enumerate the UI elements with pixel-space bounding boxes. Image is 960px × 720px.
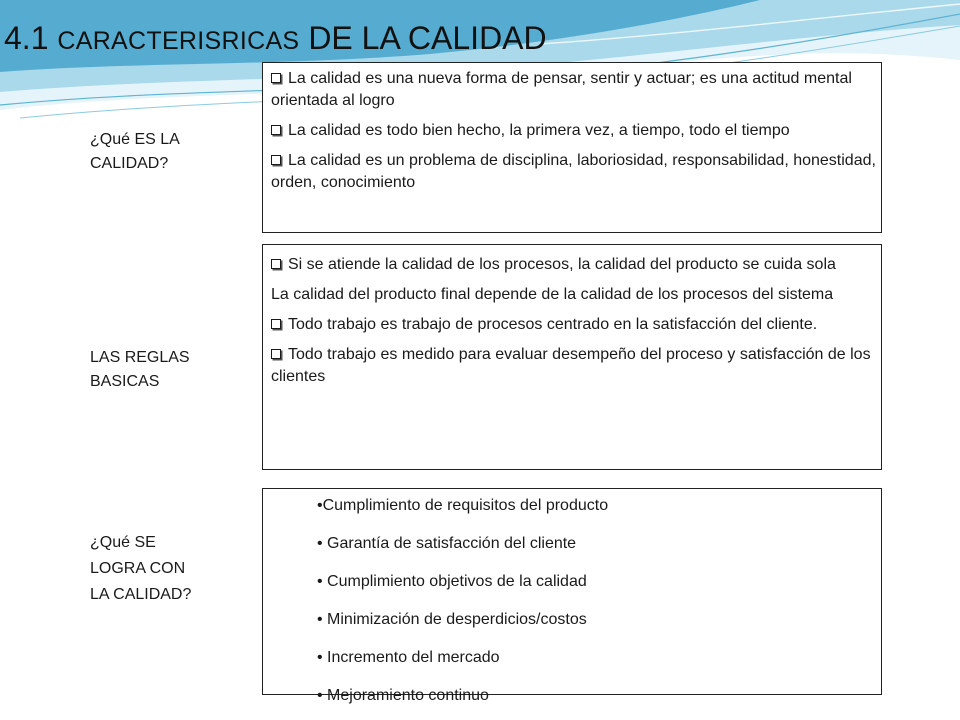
checkbox-bullet-icon xyxy=(271,155,281,165)
list-item: • Cumplimiento objetivos de la calidad xyxy=(317,573,587,590)
list-item: Todo trabajo es trabajo de procesos centrado en la satisfacción del cliente. xyxy=(263,314,881,336)
list-item: • Minimización de desperdicios/costos xyxy=(317,611,587,628)
checkbox-bullet-icon xyxy=(271,73,281,83)
row-label-line: LA CALIDAD? xyxy=(90,586,192,603)
row-label-las-reglas-basicas xyxy=(90,346,250,394)
checkbox-bullet-icon xyxy=(271,259,281,269)
checkbox-bullet-icon xyxy=(271,319,281,329)
row-label-line: ¿Qué ES LA xyxy=(90,131,180,148)
definitions-box xyxy=(262,62,882,233)
list-item: Si se atiende la calidad de los procesos, la calidad del producto se cuida sola xyxy=(263,254,881,276)
basic-rules-box xyxy=(262,244,882,470)
row-label-que-es-la-calidad xyxy=(90,128,250,176)
row-label-line: LAS REGLAS xyxy=(90,349,190,366)
list-item: La calidad es una nueva forma de pensar, sentir y actuar; es una actitud mental orientada al logro xyxy=(271,70,852,109)
achievements-box xyxy=(262,488,882,704)
list-item: La calidad es un problema de disciplina, laboriosidad, responsabilidad, honestidad, orden, conocimiento xyxy=(271,152,876,191)
list-item: • Incremento del mercado xyxy=(317,649,500,666)
list-item: • Garantía de satisfacción del cliente xyxy=(317,535,577,552)
slide-title: 4.1 CARACTERISRICAS DE LA CALIDAD xyxy=(4,20,547,56)
row-label-line: BASICAS xyxy=(90,373,160,390)
list-item: La calidad es todo bien hecho, la primera vez, a tiempo, todo el tiempo xyxy=(263,120,881,142)
list-item: • Mejoramiento continuo xyxy=(317,687,489,704)
list-item: La calidad del producto final depende de la calidad de los procesos del sistema xyxy=(271,286,834,303)
row-label-line: LOGRA CON xyxy=(90,560,186,577)
list-item: •Cumplimiento de requisitos del producto xyxy=(317,497,609,514)
checkbox-bullet-icon xyxy=(271,125,281,135)
row-label-que-se-logra xyxy=(90,530,250,608)
checkbox-bullet-icon xyxy=(271,349,281,359)
row-label-line: ¿Qué SE xyxy=(90,534,156,551)
row-label-line: CALIDAD? xyxy=(90,155,169,172)
list-item: Todo trabajo es medido para evaluar desempeño del proceso y satisfacción de los clientes xyxy=(271,346,871,385)
